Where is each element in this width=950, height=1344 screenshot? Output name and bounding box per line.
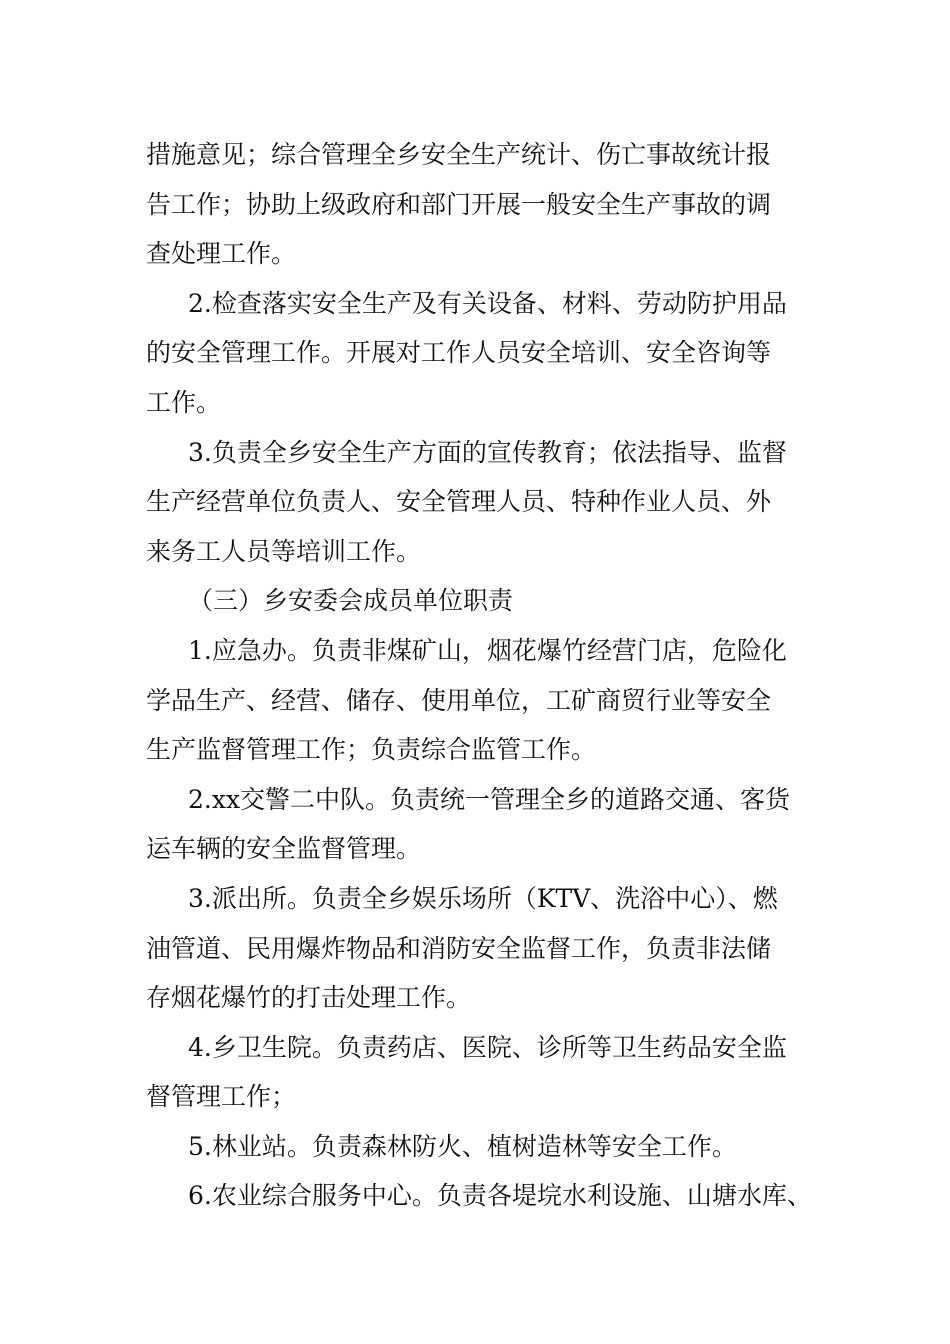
text-line: 来务工人员等培训工作。	[146, 536, 422, 566]
text-line: 措施意见；综合管理全乡安全生产统计、伤亡事故统计报	[146, 140, 772, 169]
paragraph-item-3: 3.负责全乡安全生产方面的宣传教育；依法指导、监督	[188, 437, 787, 467]
paragraph-item-4: 4.乡卫生院。负责药店、医院、诊所等卫生药品安全监	[188, 1032, 787, 1062]
text-line: 生产经营单位负责人、安全管理人员、特种作业人员、外	[146, 487, 772, 517]
paragraph-item-5: 5.林业站。负责森林防火、植树造林等安全工作。	[188, 1131, 737, 1161]
paragraph-item-6: 6.农业综合服务中心。负责各堤垸水利设施、山塘水库、	[188, 1181, 812, 1211]
text-line: 告工作；协助上级政府和部门开展一般安全生产事故的调	[146, 189, 772, 219]
paragraph-item-2: 2.检查落实安全生产及有关设备、材料、劳动防护用品	[188, 288, 787, 318]
text-line: 生产监督管理工作；负责综合监管工作。	[146, 735, 597, 765]
text-line: 工作。	[146, 387, 222, 417]
section-heading: （三）乡安委会成员单位职责	[188, 586, 514, 616]
text-line: 督管理工作；	[146, 1082, 297, 1112]
text-line: 查处理工作。	[146, 239, 297, 269]
document-body	[146, 130, 816, 1221]
paragraph-item-2: 2.xx交警二中队。负责统一管理全乡的道路交通、客货	[188, 784, 791, 814]
text-line: 存烟花爆竹的打击处理工作。	[146, 983, 472, 1013]
text-line: 的安全管理工作。开展对工作人员安全培训、安全咨询等	[146, 338, 772, 368]
paragraph-item-1: 1.应急办。负责非煤矿山，烟花爆竹经营门店，危险化	[188, 635, 787, 665]
text-line: 运车辆的安全监督管理。	[146, 834, 422, 864]
text-line: 油管道、民用爆炸物品和消防安全监督工作，负责非法储	[146, 933, 772, 963]
text-line: 学品生产、经营、储存、使用单位，工矿商贸行业等安全	[146, 685, 772, 715]
paragraph-item-3: 3.派出所。负责全乡娱乐场所（KTV、洗浴中心）、燃	[188, 883, 778, 913]
